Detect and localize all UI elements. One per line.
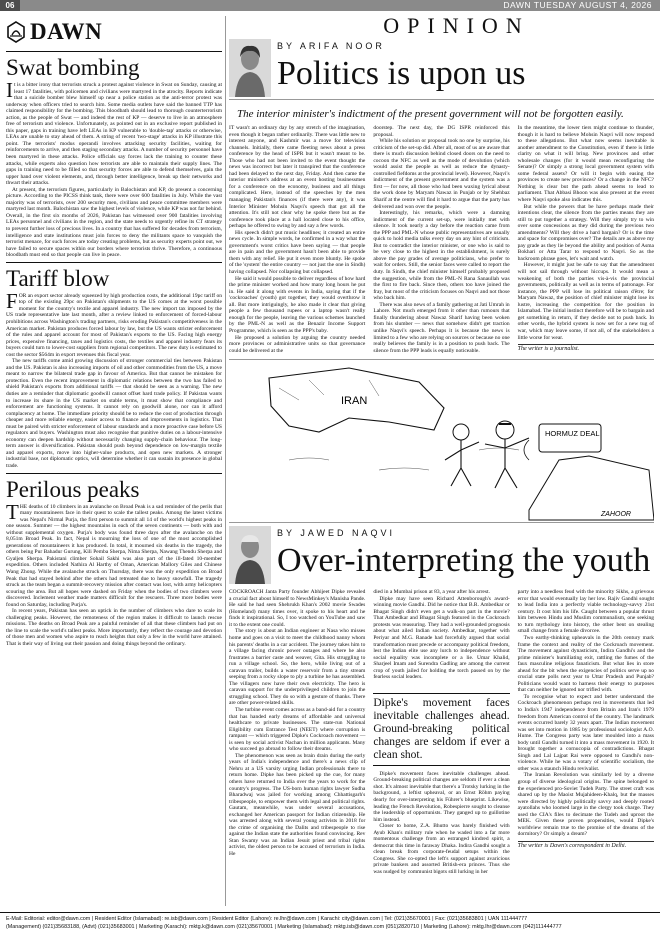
- date-line: DAWN TUESDAY AUGUST 4, 2026: [503, 0, 652, 10]
- editorial-body: [6, 499, 222, 648]
- paragraph: In recent years, Pakistan has seen an uptick in the number of climbers who dare to scale its challenging peaks. However, the remoteness of the region makes it difficult to launch rescue missions. The deaths on Broad Peak are a painful reminder of all that these climbers had put on the line to scale the world's tallest peaks. More importantly, they reflect the courage and devotion of those men and women who aspire to reach heights that only a few in the world have attained. That is their way of living out their passion and doing things beyond the ordinary.: [6, 608, 222, 648]
- drop-cap: I: [6, 78, 13, 102]
- paragraph: COCKROACH Janta Party founder Abhijeet Dipke revealed a crucial fact about himself to NewsMinkey's Manisha Pande. He said he had seen Shehrukh Khan's 2002 movie Swades (Homeland) many times over, it spoke to his heart and he finds it inspirational. So, I too watched on YouTube and saw it to the extent one could.: [229, 589, 366, 628]
- editorial-tariff: [6, 267, 222, 470]
- paragraph: But while the powers that be have perhaps made their intentions clear, the silence from the parties means they are still to put together a strategy. Will they simply try to win over some concessions as they did during the previous two amendments? Will they drive a hard bargain? Or is the time and space for compromises over? The details are as above my pay grade as they lie beyond the ability and position of Asma Bokhari or Atta Tarar to respond to Naqvi. So as the backroom phrase goes, let's wait and watch.: [517, 203, 654, 262]
- paragraph: At present, the terrorism figures, particularly in Balochistan and KP, do present a concerning picture. According to the PICSS think tank, there were over 600 fatalities in July. While the vast majority was of terrorists, over 200 security men, civilians and peace committee members were martyred last month. Balochistan saw the highest levels of violence, while KP was not far behind. Overall, in the first six months of 2026, Pakistan has witnessed over 900 fatalities involving LEAs personnel and civilians in the region, and the state needs to urgently refine its CT strategy to prevent further loss of precious lives. In a country that has suffered for decades from terrorism, intelligence and state institutions must join forces to deny the militants space to vanquish the terrorist menace, for such forces are today creating problems, but as security experts point out, we have failed to secure spaces within our borders where terrorists thrive. Therefore, a continuous bloodbath must end so that people can live in peace.: [6, 186, 222, 259]
- headline: Over-interpreting the youth: [277, 542, 651, 580]
- paragraph: In the meantime, the lower tiers might continue to thunder, though it is hard to believe Mohsin Naqvi will now respond to these allegations. But what now seems inevitable is another amendment to the Constitution, even if there is little clarity on what it will bring. New provinces and other wholesale changes (for it would mean reconfiguring the Senate)? Or simply a strong local government system with some federal assets? Or will it begin with easing the provinces to create new provinces? Or a change in the NFC? Nothing is clear but the path ahead seems to lead to parliament. That Abbasi Bhoon was also present at the event where Naqvi spoke also indicates this.: [517, 125, 654, 204]
- editorial-title: Swat bombing: [6, 55, 140, 80]
- cartoon-drawing: [229, 360, 654, 524]
- paragraph: He said it would possible to deliver regardless of how hard the prime minister worked and how many long hours he put in. He said it along with events in India, saying that if the 'cockroaches' (youth) got together, they would overthrow it all. But more intriguingly, he also made it clear that giving people a few thousand rupees or a laptop wasn't really enough for the people, leaving the various schemes launched by the PML-N as well as the Benazir Income Support Programme, which is seen as the PPP's baby.: [229, 275, 366, 334]
- cartoon-label-iran: IRAN: [341, 395, 368, 408]
- paragraph: The story is about an Indian engineer at Nasa who misses home and goes on a visit to meet the childhood nanny whom his parents' deaths in a car accident. The journey takes him to a village facing chronic power outages and where he also frustrates a barrier caste and weaver, Gita. His struggling to run a village school. So, the hero, while living out of a caravan trailer, builds a water reservoir from a tiny stream seeping from a rocky slope to ply a turbine he has assembled. The villagers now have their own electricity. The hero is caravan support for the underprivileged children to join the struggling school. They do so with a gesture of thanks. There are other power-related skills.: [229, 628, 366, 707]
- editorial-body: [6, 78, 222, 259]
- opinion-column: [229, 12, 654, 912]
- paragraph: The new tariffs come amid growing discussion of stronger commercial ties between Pakistan and the US. Pakistan is also increasing imports of oil and other commodities from the US, a move meant to narrow the bilateral trade gap in favour of America. But that cannot be mistaken for protection. Even the recent improvement in diplomatic relations between the two has failed to shield Pakistan's exports from additional tariffs — that should be seen as a warning. The new duties are a reminder that diplomatic goodwill cannot offset hard trade policy. If Pakistan wants to increase its share in the US market on stable terms, it must show that compliance and enforcement are functioning systems. It cannot rely on goodwill alone, nor can it afford complacency at home. The immediate priority should be to reduce the cost of production through cheaper and more reliable energy, easier access to finance and improvements in logistics. That must be paired with stricter enforcement of labour standards and a more proactive case before US regulators and buyers. Washington must also recognise that punitive duties on a labour-intensive economy can deepen hardship without necessarily changing supply-chain behaviour. The long-term answer is diversification. Pakistan should push beyond dependence on low-margin textile and apparel exports, move into higher-value products, and open new markets. A stronger industrial base, not diplomatic optics, will determine whether it can sustain its presence in global trade.: [6, 358, 222, 469]
- paragraph: Two earthy-thinking upheavals in the 20th century mark frame the context and reality of the Cockroach movement. The movement against dynasticism, Indira Gandhi's and the prime minister's humiliating exit, rattling the fumes of the faux masculine religious fanaticism. But what lies in store ahead for the bit when the exigencies of politics serve up no crucial state polls next year to Uttar Pradesh and Punjab? Politicians would want to harness their energy to purposes that can neither be ignored nor trifled with.: [517, 634, 654, 694]
- paragraph: Closer to home, Z.A. Bhutto was barely finished with Ayub Khan's military rule when he waded into a far more momentous challenge from an estranged kindred spirit, a democrat this time in faraway Dhaka. Indira Gandhi sought a clean break from corporate-feudal setups within the Congress. She co-opted the left's support against avaricious private bankers and assorted British-era princes. Thus she was nudged by communist bigots still lurking in her: [373, 823, 510, 875]
- paragraph: party into a needless feud with the minority Sikhs, a grievous error that would eventually lay her low. Rajiv Gandhi sought to lead India into a perfectly viable technology-savvy 21st century. It cost him his life. Caught between a popular thrust him between Hindu and Muslim communalism, one seeking to turn mythology into history, the other bent on stealing small change from a female divorcee.: [517, 589, 654, 635]
- cartoon-label-hormuz: HORMUZ DEAL: [545, 429, 600, 439]
- pull-quote: Dipke's movement faces inevitable challenges ahead. Ground-breaking political changes are seldom if ever a clean shot.: [373, 693, 509, 766]
- drop-cap: T: [6, 499, 19, 524]
- article-column: [518, 589, 654, 875]
- paragraph: Dipke may have seen Richard Attenborough's award-winning movie Gandhi. Did he notice that B.R. Ambedkar or Bhagat Singh didn't even get a walk-on part in the movie? That Ambedkar and Bhagat Singh featured in the Cockroach protests was reassuring. They had a well-grounded prognosis about what ailed Indian society. Ambedkar, together with Periyar and M.G. Ranade had forcefully argued that social transformation must precede or accompany political freedom, lest the Indian elite use any lurch to independence without social equality was incomplete or a lie. Umar Khalid, Sharjeel Imam and Surendra Gadling are among the current crop of youth jailed for holding the torch passed on by the fearless social leaders.: [373, 595, 510, 681]
- cartoon-figure-right: [485, 421, 529, 488]
- paragraph: There was also news of a family gathering at Jati Umrah in Lahore. Not much emerged from it other than rumours that finally thundering about Nawaz Sharif having been woken from his slumber — news that somehow didn't get traction unlike Naqvi's speech. Perhaps it is because the news is limited to a few who are relying on sources or because no one really believes the family is in a position to push back. The silence from the PPP leads is equally noticeable.: [373, 301, 510, 354]
- op-ed-politics: [229, 39, 654, 354]
- cartoon: [229, 359, 654, 523]
- editorial-body: [6, 288, 222, 470]
- editorial-peaks: [6, 478, 222, 648]
- paragraph: Dipke's movement faces inevitable challenges ahead. Ground-breaking political changes are seldom if ever a clean shot. It's almost inevitable that there's a Trotsky lurking in the background, a leftist upheaval, or an Ernst Röhm paying dearly for over-interpreting his Führer's blueprint. Likewise, leading the French Revolution, Robespierre sought to cleanse the leadership of opportunists. They ganged up to guillotine him instead.: [373, 770, 510, 823]
- paragraph: Interestingly, his remarks, which were a damning indictment of the current set-up, were initially met with silence. It took nearly a day before the reaction came from the PPP and PML-N whose public representatives are usually quick to hold media talks every day on any hint of criticism. But to contradict the interior minister, or one who is said to be very close to the highest in the establishment, is surely above the pay grades of average politicians, who prefer to wait for orders. Still, the senior faces were called to report the duty. In Sindh, the chief minister himself probably proposed the suggestion, while from the PML-N Rana Sanaullah was the first to fire back. Since then, others too have joined the fray, but most of the criticism focuses on Naqvi and not those who back him.: [373, 210, 510, 302]
- dawn-logo-icon: [6, 21, 26, 43]
- author-photo: [229, 526, 271, 584]
- article-columns: [229, 589, 654, 875]
- section-label: OPINION: [383, 13, 530, 38]
- op-ed-titles: [271, 526, 654, 580]
- paragraph: HE deaths of 10 climbers in an avalanche on Broad Peak is a sad reminder of the perils that many mountaineers face in their quest to scale the tallest peaks. Among the latest victims was Nepal's Nirmal Purja, the first person to summit all 14 of the world's highest peaks in one season. Summer — the highest mountains in each of the seven continents — both with and without supplemental oxygen. Purja's body was found three days after the avalanche on the 8,051m Broad Peak. In fact, Nepal is mourning the loss of one of the most accomplished generations of mountaineers it has produced. In total, it mourned six deaths in the tragedy, the others being Pur Bahadur Gurung, Kili Pemba Sherpa, Nima Sherpa, Nawang Thendu Sherpa and Gyaljen Sherpa. Pakistani climber Sohail Sakhi was also part of the ill-fated 10-member expedition. Others included Nathira Al Harthy of Oman, American Mallory Giles and Chinese Wang Zhong. While the avalanche struck on Thursday, there was the only expedition on Broad Peak that had stayed behind after the others had retreated due to heavy snowfall. The tragedy struck as the team began a summit-recovery mission after contact was lost, with army helicopters scouring the area. But all hopes were dashed on Friday when the bodies of two climbers were discovered. Inclement weather made matters difficult for the rescuers. Three more bodies were found on Saturday, including Purja's.: [6, 503, 222, 608]
- footer-line: E-Mail: Editorial: editor@dawn.com | Resident Editor (Islamabad): re.isb@dawn.com | Resident Editor (Lahore): re.lhr@dawn.com | Karachi: city@dawn.com | Tel: (021)35670001 | Fax: (021)35683801 | UAN 111444777: [6, 916, 528, 922]
- article-column: [229, 589, 365, 875]
- masthead: [6, 12, 222, 52]
- paragraph: However, it might just be safe to say that the amendment will not sail through without hiccups. It would mean a weakening of both the parties vis-à-vis the provincial governments, politically as well as in terms of patronage. For instance, the PPP will lose its political raison d'être; for Maryam Nawaz, the position of chief minister might lose its lustre, increasing the competition for the position in Islamabad. The initial instinct therefore will be to bargain and get something in return, if they decide not to push back. In other words, the hybrid system is now set for a new tug of war, which may leave some, if not all, of the stakeholders a little worse for wear.: [517, 262, 654, 341]
- contact-footer: [0, 912, 660, 934]
- paragraph: While his solution or proposal took no one by surprise, his criticism of the set-up did. After all, most of us are aware that there is much discussion behind closed doors on the need to cocoon the NFC as well as the mode of devolution (which would assist the people as well as reduce the dynasty-controlled fiefdoms at the provincial level). However, Naqvi's indictment of the present government and the system was a first — for now, all those who had been waxing lyrical about the work done by Maryam Nawaz in Punjab or by Shehbaz Sharif at the centre will find it hard to argue that the party has delivered and won over the people.: [373, 138, 510, 210]
- divider: [6, 262, 222, 263]
- article-columns: [229, 125, 654, 354]
- editorial-swat: [6, 56, 222, 259]
- headline: Politics is upon us: [277, 55, 526, 92]
- op-ed-header: [229, 526, 654, 584]
- paragraph: His speech didn't put music headlines; it created an entire news cycle. In simple words, he confirmed in a way what the government's worst critics have been saying — that people are in pain and the government hasn't been able to provide them with any relief. He put it even more bluntly. He spoke of the 'system' the entire country — not just the one in Sindh) having collapsed. Nor collapsing but collapsed.: [229, 229, 366, 276]
- editorial-column: [6, 12, 222, 912]
- page-number: 06: [0, 0, 20, 11]
- cartoon-figure-left: [445, 424, 479, 486]
- paragraph: t is a bitter irony that terrorists struck a protest against violence in Swat on Sunday, causing at least 17 fatalities, with policemen and civilians were martyred in the atrocity. Reports indicate that a suicide bomber blew himself up near a police station as the anti-terror protest was underway when officers tried to search him. Some media outlets have said the banned TTP has claimed responsibility for the bombing. This bloodbath should lead to thorough counterterrorism action, as the people of Swat — and indeed the rest of KP — deserve to live in an atmosphere free of terrorism and violence. Unfortunately, as pointed out in an exclusive report published in this paper, gaps in training have left LEAs in KP vulnerable to 'double-tap' attacks or otherwise, LEAs are unable to stay ahead of them. A string of recent 'two-stage' attacks in KP illustrate this point. The terrorists' modus operandi involves attacking security facilities, waiting for reinforcements to arrive, and then staging secondary attacks. A number of security personnel have been martyred in these attacks. Police officials say forces lack the training to counter these attacks, while experts also question how terrorists are able to maintain their supply lines. The gaps in training need to be filled so that security forces are able to defend themselves, gain the upper hand over violent elements, and, through better intelligence, break up their networks and thwart their attacks.: [6, 82, 222, 187]
- paragraph: doorstep. The next day, the DG ISPR reinforced this proposal.: [373, 125, 510, 138]
- footer-line: (Management) (021)35683188, (Advt) (021)35683001 | Marketing (Karachi): mktg.k@dawn.com (021)35670001 | Marketing (Islamabad): mktg.isb@dawn.com (051)2820710 | Marketing (Lahore): mktg.lhr@dawn.com (042)111444777: [6, 924, 562, 930]
- paragraph: IT wasn't an ordinary day by any stretch of the imagination, even though it began rather ordinarily. There was little new to interest anyone, and Kashmir was a move for television channels. Initially, there came fleeting news about a press conference by the head of ISPR but it wasn't meant to be. Those who had not been invited to the event thought the news was incorrect but later it transpired that the conference had been delayed to the next day, Friday. And then came the interior minister's address at an event hosting businessmen for a conference on the economy, business and all things complicated. Here, instead of the speeches by the men managing Pakistan's finances (if there were any), it was Interior Minister Mohsin Naqvi's speech that got all the attention. It's still not clear why he spoke there but as the conference took place at a hall located close to his office, perhaps he offered to swing by and say a few words.: [229, 125, 366, 230]
- paragraph: The phenomenon was seen as brain drain during the early years of India's independence and there's a news clip of Nehru at a US varsity urging Indian professionals there to return home. Dipke has been picked up the cue, for many others have returned to India over the years to work for the country's progress. The US-born human rights lawyer Sudha Bharadwaj was jailed for working among Chhattisgarh's tribespeople, to empower them with legal and political rights. Gautam, meanwhile, was under several accusations, exchanged her American passport for Indian citizenship. He was arrested along with several young activists in 2018 for the crime of organising the Dalits and tribespeople to rise against the Indian state the authorities found convincing. Rev Stan Swamy was an Indian Jesuit priest and tribal rights activist, the oldest person to be accused of terrorism in India. He: [229, 752, 366, 858]
- article-column: [229, 125, 365, 354]
- author-note: The writer is Dawn's correspondent in Delhi.: [518, 841, 654, 849]
- paragraph: died in a Mumbai prison at 83, a year after his arrest.: [373, 589, 490, 596]
- article-column: [373, 589, 509, 875]
- paragraph: The Iranian Revolution was similarly led by a diverse group of diverse ideological origins. The spine belonged to the experienced pro-Soviet Tudeh Party. The street craft was shared up by the Maoist Mujahideen-Khalq, but the masses were directed by highly politically savvy and deeply rooted ayatollahs who loomed large in the clergy took charge. They used the CIA's files to decimate the Tudeh and uproot the MEK. Given these proven propensities, would Dipke's worldview remain true to the promise of the dreams of the dormitory? Or simply a dream?: [517, 772, 654, 838]
- paragraph: OR an export sector already squeezed by high production costs, the additional 19pc tariff on top of the existing 29pc on Pakistan's shipments to the US comes at the worst possible moment for the country's textile and apparel industry. The new import tax imposed by the US trade representative late last month, after a review linked to enforcement of forced-labour prohibitions across Washington's trading partners, risks eroding Pakistan's competitiveness in the American market. Pakistan produces forced labour by law, but the US wants stricter enforcement of the rules and apparel account for most of Pakistan's exports to the US. Facing high energy prices, expensive financing, taxes and logistics costs, the textiles and apparel industry fears its buyers could turn to lower-cost suppliers from regional competitors. The new duty is estimated to cost the sector $564m in export revenues this fiscal year.: [6, 292, 222, 358]
- byline: BY ARIFA NOOR: [277, 41, 385, 51]
- column-separator: [225, 16, 226, 906]
- masthead-name: DAWN: [30, 18, 103, 44]
- op-ed-titles: [271, 39, 654, 93]
- author-note: The writer is a journalist.: [518, 344, 654, 352]
- top-strip: [0, 0, 660, 11]
- paragraph: To recognise what to expect and better understand the Cockroach phenomenon perhaps rest in movements that led to India's 1947 independence from Britain and Iran's 1979 freedom from American control of the country. The landmark events occurred barely 32 years apart. The Indian movement was set into motion in 1885 by professional sociologist A.O. Hume. The Congress party was later moulded into a mass body until Gandhi turned it into a mass movement in 1920. It brought together a cornucopia of contradictions. Bhagat Singh and Lal Lajpat Rai were opposed to Gandhi's non-violence. While he was a votary of scientific socialism, the other was a staunch Hindu revivalist.: [517, 693, 654, 772]
- paragraph: The turbine event comes across as a band-aid for a country that has handed early dreams of affordable and universal healthcare to private businesses. The state-run National Eligibility cum Entrance Test (NEET) where corruption is rampant — which triggered Dipke's Cockroach movement — is seen by social activist Nachan in million applicants. Many who succeed go abroad to follow their dreams.: [229, 706, 366, 753]
- divider: [6, 473, 222, 474]
- drop-cap: F: [6, 288, 18, 313]
- article-column: [373, 125, 509, 354]
- standfirst: The interior minister's indictment of the present government will not be forgotten easily.: [237, 108, 624, 120]
- article-column: [518, 125, 654, 354]
- op-ed-header: [229, 39, 654, 100]
- byline: BY JAWED NAQVI: [277, 528, 396, 539]
- op-ed-youth: [229, 526, 654, 875]
- paragraph: He proposed a solution by arguing the country needed more provinces or administrative units so that governance could be delivered at the: [229, 334, 366, 354]
- editorial-title: Perilous peaks: [6, 476, 140, 502]
- author-photo: [229, 39, 271, 97]
- editorial-title: Tariff blow: [6, 265, 110, 291]
- cartoonist-signature: ZAHOOR: [601, 511, 631, 519]
